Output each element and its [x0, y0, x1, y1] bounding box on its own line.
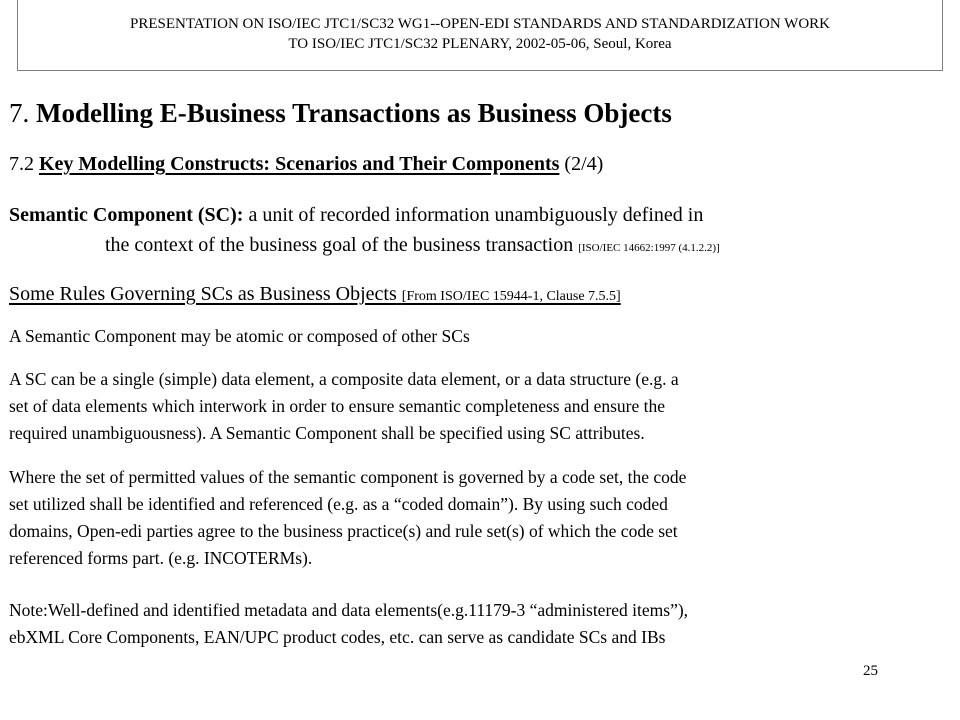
paragraph-line: required unambiguousness). A Semantic Component shall be specified using SC attributes. [9, 423, 645, 443]
paragraph-atomic [9, 323, 949, 350]
paragraph-line: domains, Open-edi parties agree to the business practice(s) and rule set(s) of which the code set [9, 521, 678, 541]
rules-reference: [From ISO/IEC 15944-1, Clause 7.5.5] [401, 289, 621, 304]
paragraph-line: set utilized shall be identified and referenced (e.g. as a “coded domain”). By using such coded [9, 494, 668, 514]
page-title [9, 96, 672, 130]
paragraph-line: ebXML Core Components, EAN/UPC product codes, etc. can serve as candidate SCs and IBs [9, 627, 666, 647]
header-line-1: PRESENTATION ON ISO/IEC JTC1/SC32 WG1--OPEN-EDI STANDARDS AND STANDARDIZATION WORK [129, 16, 830, 32]
paragraph-line: Where the set of permitted values of the semantic component is governed by a code set, the code [9, 467, 687, 487]
subtitle-suffix: (2/4) [564, 153, 604, 175]
definition-text-1: a unit of recorded information unambiguously defined in [248, 204, 704, 226]
section-subtitle [9, 150, 603, 178]
definition-block [9, 200, 949, 263]
definition-line-1 [9, 200, 949, 230]
page-number: 25 [863, 663, 878, 679]
rules-heading [9, 280, 621, 311]
subtitle-number: 7.2 [9, 153, 34, 175]
header-box [17, 0, 943, 71]
definition-term: Semantic Component (SC): [9, 204, 244, 226]
header-line-2: TO ISO/IEC JTC1/SC32 PLENARY, 2002-05-06, Seoul, Korea [288, 36, 672, 52]
definition-text-2: the context of the business goal of the business transaction [105, 234, 574, 256]
paragraph-line: Note:Well-defined and identified metadata and data elements(e.g.11179-3 “administered items”), [9, 600, 689, 620]
paragraph-code-set [9, 464, 949, 572]
definition-line-2 [9, 230, 949, 263]
subtitle-text: Key Modelling Constructs: Scenarios and Their Components [39, 153, 560, 175]
paragraph-line: A Semantic Component may be atomic or composed of other SCs [9, 326, 470, 346]
paragraph-data-element [9, 366, 949, 447]
title-number: 7. [9, 98, 30, 128]
rules-title: Some Rules Governing SCs as Business Objects [9, 283, 397, 305]
paragraph-line: referenced forms part. (e.g. INCOTERMs). [9, 548, 313, 568]
paragraph-note [9, 597, 949, 651]
title-text: Modelling E-Business Transactions as Business Objects [36, 98, 672, 128]
paragraph-line: A SC can be a single (simple) data element, a composite data element, or a data structure (e.g. a [9, 369, 679, 389]
paragraph-line: set of data elements which interwork in order to ensure semantic completeness and ensure the [9, 396, 666, 416]
definition-reference: [ISO/IEC 14662:1997 (4.1.2.2)] [578, 242, 720, 254]
